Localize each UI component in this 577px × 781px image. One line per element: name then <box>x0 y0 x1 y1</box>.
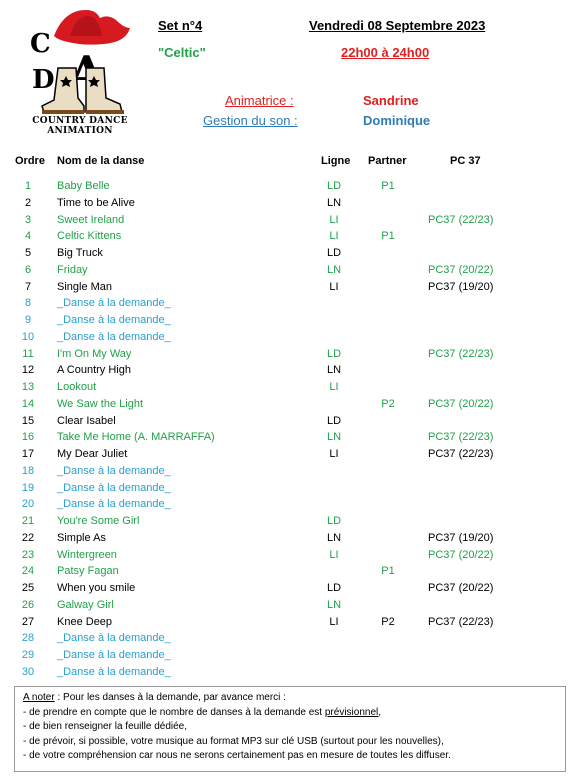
dance-pc37: PC37 (20/22) <box>428 263 494 276</box>
logo-letter-d: D <box>32 65 55 95</box>
dance-name: _Danse à la demande_ <box>57 297 171 310</box>
dance-order: 24 <box>21 565 35 578</box>
dance-order: 3 <box>24 213 32 226</box>
dance-order: 23 <box>21 548 35 561</box>
dance-line-type: LN <box>326 196 342 209</box>
dance-row <box>0 362 577 379</box>
dance-name: _Danse à la demande_ <box>57 481 171 494</box>
dance-name: We Saw the Light <box>57 397 144 410</box>
dance-row <box>0 413 577 430</box>
dance-partner: P1 <box>381 565 395 578</box>
dance-row <box>0 295 577 312</box>
dance-pc37: PC37 (22/23) <box>428 431 494 444</box>
dance-line-type: LD <box>326 180 342 192</box>
sound-manager-name: Dominique <box>363 113 431 128</box>
dance-order: 21 <box>21 515 35 527</box>
dance-order: 4 <box>24 230 32 243</box>
dance-row <box>0 262 577 279</box>
dance-row <box>0 480 577 497</box>
dance-row <box>0 463 577 480</box>
dance-order: 19 <box>21 481 35 494</box>
dance-pc37: PC37 (22/23) <box>428 448 494 460</box>
dance-name: Celtic Kittens <box>57 230 122 243</box>
dance-name: _Danse à la demande_ <box>57 649 171 661</box>
dance-order: 29 <box>21 649 35 661</box>
dance-name: Lookout <box>57 381 97 393</box>
dance-name: Sweet Ireland <box>57 213 125 226</box>
dance-row <box>0 647 577 664</box>
dance-partner: P2 <box>381 397 395 410</box>
dance-order: 28 <box>21 632 35 645</box>
dance-pc37: PC37 (19/20) <box>428 280 494 293</box>
dance-order: 27 <box>21 615 35 628</box>
dance-row <box>0 429 577 446</box>
column-header-ordre: Ordre <box>15 155 45 167</box>
dance-row <box>0 195 577 212</box>
dance-order: 5 <box>24 247 32 259</box>
dance-name: Wintergreen <box>57 548 117 561</box>
time-range: 22h00 à 24h00 <box>341 45 430 60</box>
dance-line-type: LD <box>326 582 342 594</box>
dance-name: Knee Deep <box>57 615 113 628</box>
dance-partner: P1 <box>381 180 395 192</box>
dance-row <box>0 513 577 530</box>
dance-row <box>0 496 577 513</box>
dance-name: You're Some Girl <box>57 515 140 527</box>
dance-name: Patsy Fagan <box>57 565 119 578</box>
dance-pc37: PC37 (20/22) <box>428 397 494 410</box>
dance-name: _Danse à la demande_ <box>57 632 171 645</box>
sound-manager-label: Gestion du son : <box>203 113 298 128</box>
dance-name: Take Me Home (A. MARRAFFA) <box>57 431 215 444</box>
note-line-1-underlined: prévisionnel, <box>324 706 382 718</box>
dance-pc37: PC37 (20/22) <box>428 582 494 594</box>
dance-partner: P2 <box>381 615 395 628</box>
column-header-partner: Partner <box>368 155 407 167</box>
dance-row <box>0 346 577 363</box>
dance-order: 7 <box>24 280 32 293</box>
dance-line-type: LD <box>326 414 342 427</box>
dance-name: _Danse à la demande_ <box>57 464 171 477</box>
dance-pc37: PC37 (22/23) <box>428 347 494 360</box>
dance-order: 15 <box>21 414 35 427</box>
dance-line-type: LI <box>329 381 339 393</box>
logo-caption-line2: ANIMATION <box>47 126 113 136</box>
dance-order: 10 <box>21 330 35 343</box>
note-box <box>14 686 566 772</box>
dance-partner: P1 <box>381 230 395 243</box>
dance-order: 9 <box>24 314 32 326</box>
dance-name: Galway Girl <box>57 598 114 611</box>
dance-line-type: LN <box>326 598 342 611</box>
dance-line-type: LI <box>329 448 339 460</box>
dance-row <box>0 530 577 547</box>
dance-order: 18 <box>21 464 35 477</box>
dance-order: 22 <box>21 531 35 544</box>
dance-name: A Country High <box>57 364 131 377</box>
dance-order: 2 <box>24 196 32 209</box>
dance-name: _Danse à la demande_ <box>57 498 171 511</box>
dance-row <box>0 178 577 195</box>
dance-pc37: PC37 (22/23) <box>428 213 494 226</box>
dance-order: 30 <box>21 665 35 678</box>
logo-caption <box>24 116 136 136</box>
dance-order: 14 <box>21 397 35 410</box>
dance-order: 8 <box>24 297 32 310</box>
set-theme: "Celtic" <box>158 45 206 60</box>
dance-order: 25 <box>21 582 35 594</box>
dance-name: When you smile <box>57 582 136 594</box>
dance-row <box>0 245 577 262</box>
note-intro-line <box>23 691 557 706</box>
dance-order: 16 <box>21 431 35 444</box>
dance-line-type: LD <box>326 347 342 360</box>
dance-order: 6 <box>24 263 32 276</box>
dance-order: 11 <box>22 347 34 360</box>
dance-name: Friday <box>57 263 88 276</box>
dance-row <box>0 329 577 346</box>
note-title: A noter <box>23 692 55 703</box>
dance-name: Clear Isabel <box>57 414 116 427</box>
dance-row <box>0 664 577 681</box>
dance-name: Time to be Alive <box>57 196 135 209</box>
dance-order: 20 <box>21 498 35 511</box>
dance-order: 13 <box>21 381 35 393</box>
dance-row <box>0 563 577 580</box>
dance-list <box>0 178 577 681</box>
dance-row <box>0 446 577 463</box>
column-header-ligne: Ligne <box>321 155 351 167</box>
dance-line-type: LN <box>326 263 342 276</box>
dance-order: 12 <box>21 364 35 377</box>
dance-line-type: LD <box>326 247 342 259</box>
column-header-nom: Nom de la danse <box>57 155 145 167</box>
dance-pc37: PC37 (19/20) <box>428 531 494 544</box>
event-date: Vendredi 08 Septembre 2023 <box>309 18 486 33</box>
note-line-4: - de votre compréhension car nous ne serons certainement pas en mesure de toutes les diffuser. <box>23 750 451 761</box>
dance-line-type: LI <box>329 615 339 628</box>
dance-row <box>0 228 577 245</box>
dance-pc37: PC37 (22/23) <box>428 615 494 628</box>
dance-name: Single Man <box>57 280 113 293</box>
dance-row <box>0 597 577 614</box>
dance-row <box>0 547 577 564</box>
note-line-1-text: - de prendre en compte que le nombre de danses à la demande est <box>23 706 325 718</box>
dance-name: Big Truck <box>57 247 103 259</box>
note-line-3: - de prévoir, si possible, votre musique au format MP3 sur clé USB (surtout pour les nouvelles), <box>23 735 444 747</box>
note-intro: : Pour les danses à la demande, par avance merci : <box>54 692 286 703</box>
dance-row <box>0 379 577 396</box>
dance-row <box>0 580 577 597</box>
dance-row <box>0 312 577 329</box>
dance-name: _Danse à la demande_ <box>57 665 171 678</box>
column-header-pc37: PC 37 <box>450 155 481 167</box>
dance-order: 26 <box>21 598 35 611</box>
dance-line-type: LI <box>329 230 339 243</box>
note-line-2: - de bien renseigner la feuille dédiée, <box>23 721 187 732</box>
dance-line-type: LN <box>326 431 342 444</box>
dance-row <box>0 279 577 296</box>
logo-letter-c: C <box>30 29 51 59</box>
dance-line-type: LI <box>329 213 339 226</box>
dance-name: _Danse à la demande_ <box>57 330 171 343</box>
dance-line-type: LI <box>329 280 339 293</box>
dance-row <box>0 212 577 229</box>
dance-name: My Dear Juliet <box>57 448 128 460</box>
dance-name: _Danse à la demande_ <box>57 314 171 326</box>
animatrice-name: Sandrine <box>363 93 419 108</box>
dance-name: Simple As <box>57 531 106 544</box>
dance-name: Baby Belle <box>57 180 110 192</box>
logo-caption-line1: COUNTRY DANCE <box>32 116 128 126</box>
dance-name: I'm On My Way <box>57 347 132 360</box>
dance-line-type: LN <box>326 531 342 544</box>
dance-row <box>0 614 577 631</box>
note-line-1 <box>23 706 557 721</box>
dance-row <box>0 630 577 647</box>
set-number: Set n°4 <box>158 18 203 33</box>
dance-order: 1 <box>24 180 32 192</box>
dance-line-type: LI <box>329 548 339 561</box>
dance-pc37: PC37 (20/22) <box>428 548 494 561</box>
dance-line-type: LN <box>326 364 342 377</box>
dance-row <box>0 396 577 413</box>
dance-order: 17 <box>21 448 35 460</box>
animatrice-label: Animatrice : <box>225 93 294 108</box>
dance-line-type: LD <box>326 515 342 527</box>
